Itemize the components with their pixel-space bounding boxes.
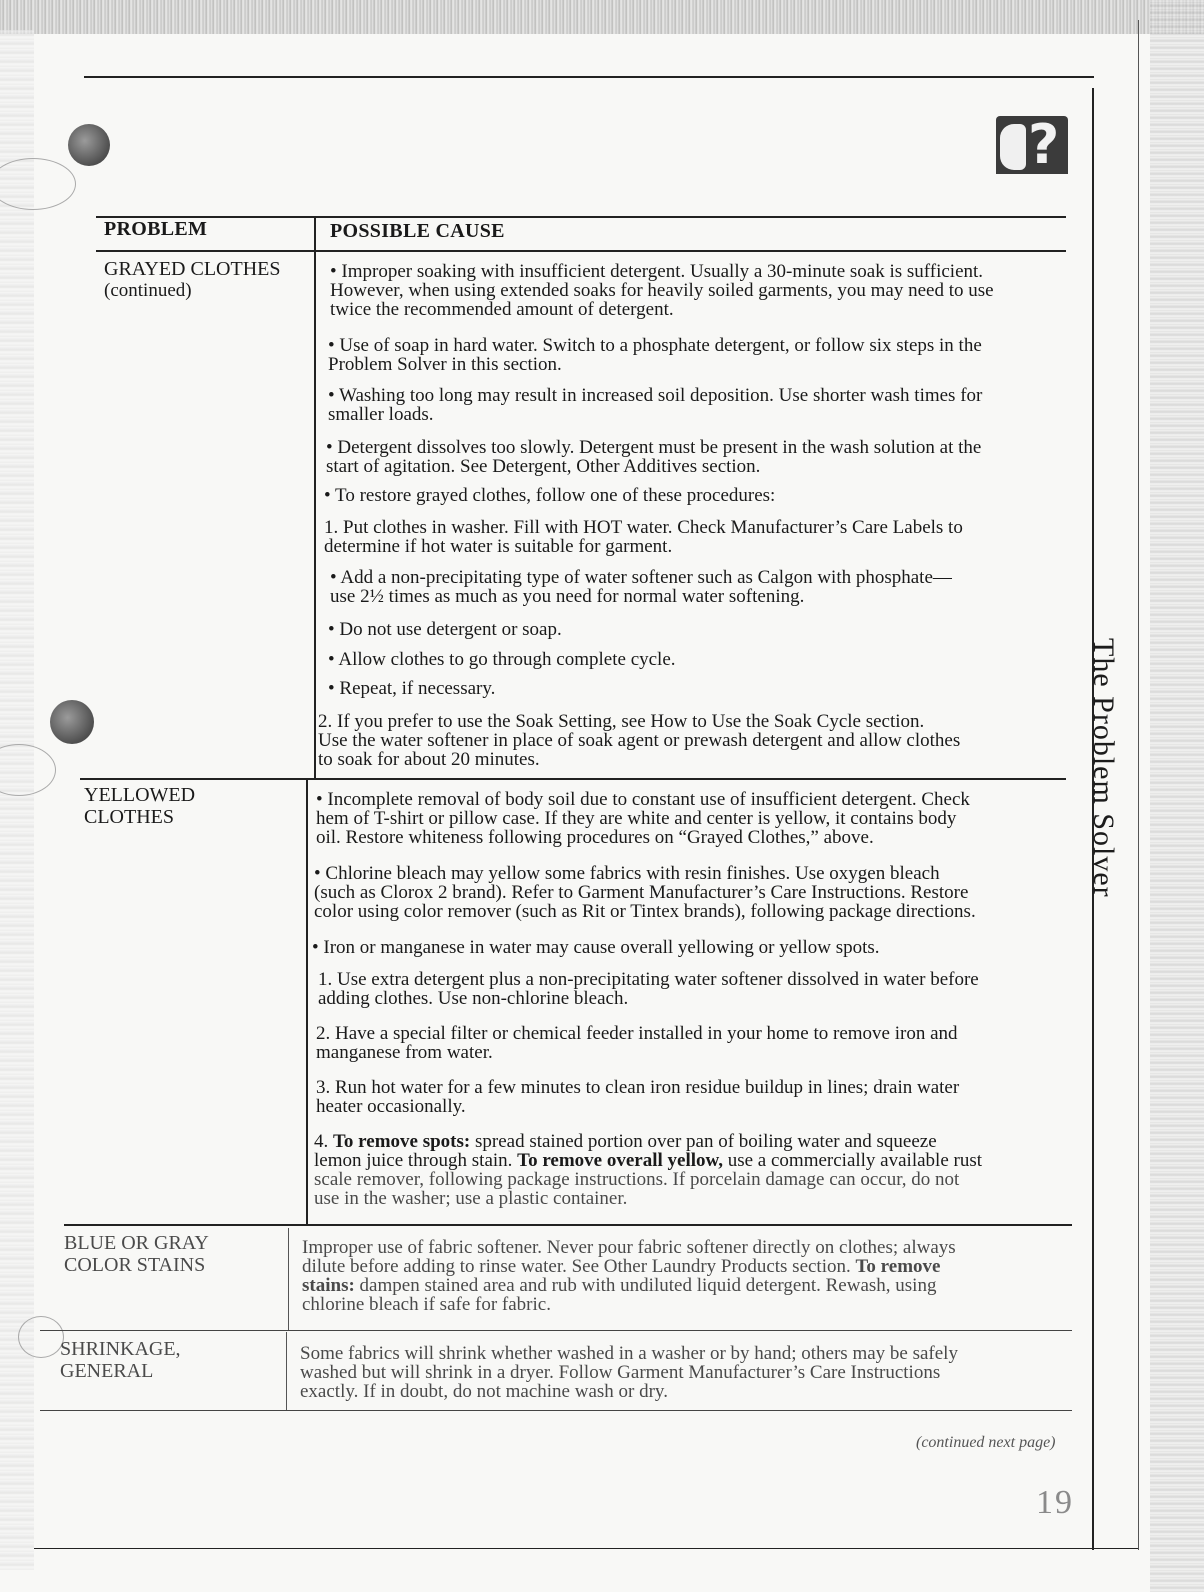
side-section-title: The Problem Solver <box>1087 638 1120 898</box>
text-line: 3. Run hot water for a few minutes to clean iron residue buildup in lines; drain water <box>316 1077 960 1098</box>
problem-grayed-title: GRAYED CLOTHES <box>104 258 281 280</box>
cause-yellowed-step4 <box>314 1132 1074 1208</box>
text-line: However, when using extended soaks for heavily soiled garments, you may need to use <box>330 280 994 301</box>
problem-grayed-continued: (continued) <box>104 280 192 301</box>
problem-shrinkage <box>60 1338 181 1382</box>
problem-shrink-title-line2: GENERAL <box>60 1360 154 1382</box>
row-divider-shrink <box>40 1410 1072 1411</box>
cause-grayed-restore <box>324 486 1064 505</box>
bold-label: To remove spots: <box>333 1131 471 1152</box>
text-run: lemon juice through stain. <box>314 1150 518 1171</box>
problem-yellowed-title-line2: CLOTHES <box>84 806 174 828</box>
text-line: • Repeat, if necessary. <box>328 678 496 699</box>
text-line: adding clothes. Use non-chlorine bleach. <box>318 988 629 1009</box>
problem-blue-title-line2: COLOR STAINS <box>64 1254 206 1276</box>
problem-solver-logo <box>996 116 1068 174</box>
column-divider-shrink <box>286 1332 287 1410</box>
right-rule-outer <box>1138 20 1139 1550</box>
cause-yellowed-body-soil <box>316 790 1056 847</box>
text-line: • Improper soaking with insufficient detergent. Usually a 30-minute soak is sufficient. <box>330 261 984 282</box>
text-line: • Do not use detergent or soap. <box>328 619 562 640</box>
text-line: 2. If you prefer to use the Soak Setting, see How to Use the Soak Cycle section. <box>318 711 925 732</box>
text-line: • Washing too long may result in increased soil deposition. Use shorter wash times for <box>328 385 983 406</box>
cause-grayed-no-detergent <box>328 620 1068 639</box>
text-line: twice the recommended amount of detergent. <box>330 299 674 320</box>
cause-grayed-soaking <box>330 262 1070 319</box>
text-line: • To restore grayed clothes, follow one of these procedures: <box>324 485 776 506</box>
top-rule <box>84 76 1094 78</box>
step-number: 4. <box>314 1131 333 1152</box>
text-line: 1. Use extra detergent plus a non-precipitating water softener dissolved in water before <box>318 969 979 990</box>
text-run: dilute before adding to rinse water. See Other Laundry Products section. <box>302 1256 856 1277</box>
text-line: Use the water softener in place of soak agent or prewash detergent and allow clothes <box>318 730 961 751</box>
cause-grayed-dissolves-slowly <box>326 438 1066 476</box>
problem-yellowed-title-line1: YELLOWED <box>84 784 196 806</box>
punch-hole-middle <box>50 700 94 744</box>
text-line: determine if hot water is suitable for garment. <box>324 536 673 557</box>
text-line <box>302 1276 1062 1295</box>
header-problem: PROBLEM <box>104 218 208 240</box>
continued-next-page: (continued next page) <box>916 1434 1056 1451</box>
text-line: oil. Restore whiteness following procedures on “Grayed Clothes,” above. <box>316 827 874 848</box>
text-line: (such as Clorox 2 brand). Refer to Garment Manufacturer’s Care Instructions. Restore <box>314 882 969 903</box>
text-line: • Chlorine bleach may yellow some fabrics with resin finishes. Use oxygen bleach <box>314 863 940 884</box>
text-line: • Add a non-precipitating type of water softener such as Calgon with phosphate— <box>330 567 952 588</box>
cause-grayed-repeat <box>328 679 1068 698</box>
row-divider-blue <box>40 1330 1072 1331</box>
text-line: chlorine bleach if safe for fabric. <box>302 1294 551 1315</box>
text-line: • Allow clothes to go through complete cycle. <box>328 649 676 670</box>
cause-yellowed-chlorine <box>314 864 1054 921</box>
cause-grayed-complete-cycle <box>328 650 1068 669</box>
text-line: Problem Solver in this section. <box>328 354 562 375</box>
row-divider-yellowed <box>64 1224 1072 1226</box>
problem-blue-title-line1: BLUE OR GRAY <box>64 1232 209 1254</box>
text-line <box>314 1151 1074 1170</box>
bold-label: To remove overall yellow, <box>517 1150 723 1171</box>
cause-shrinkage <box>300 1344 1060 1401</box>
scan-noise-top <box>0 0 1204 34</box>
text-line: 2. Have a special filter or chemical feeder installed in your home to remove iron and <box>316 1023 958 1044</box>
text-line: use 2½ times as much as you need for normal water softening. <box>330 586 805 607</box>
text-line: • Incomplete removal of body soil due to constant use of insufficient detergent. Check <box>316 789 970 810</box>
cause-grayed-hard-water <box>328 336 1068 374</box>
text-line <box>302 1257 1062 1276</box>
bold-label: stains: <box>302 1275 355 1296</box>
cause-grayed-step1 <box>324 518 1064 556</box>
header-possible-cause: POSSIBLE CAUSE <box>330 220 505 242</box>
cause-grayed-washing-long <box>328 386 1068 424</box>
text-line: color using color remover (such as Rit or Tintex brands), following package directions. <box>314 901 976 922</box>
ring-mark-bottom <box>18 1316 64 1358</box>
text-line: washed but will shrink in a dryer. Follow Garment Manufacturer’s Care Instructions <box>300 1362 941 1383</box>
text-line: heater occasionally. <box>316 1096 466 1117</box>
column-divider <box>314 216 316 780</box>
cause-yellowed-step1 <box>318 970 1058 1008</box>
scan-edge-right <box>1150 0 1204 1592</box>
cause-grayed-step2 <box>318 712 1058 769</box>
row-divider-grayed <box>80 778 1066 780</box>
text-run: spread stained portion over pan of boiling water and squeeze <box>470 1131 937 1152</box>
text-line: use in the washer; use a plastic container. <box>314 1188 628 1209</box>
bold-label: To remove <box>855 1256 941 1277</box>
text-line: exactly. If in doubt, do not machine wash or dry. <box>300 1381 668 1402</box>
punch-hole-top <box>68 124 110 166</box>
text-line <box>314 1132 1074 1151</box>
text-line: • Iron or manganese in water may cause overall yellowing or yellow spots. <box>312 937 880 958</box>
text-line: to soak for about 20 minutes. <box>318 749 540 770</box>
problem-grayed-clothes <box>104 258 281 302</box>
column-divider-blue <box>288 1228 289 1330</box>
text-line: Improper use of fabric softener. Never pour fabric softener directly on clothes; always <box>302 1237 956 1258</box>
column-divider-yellowed <box>306 780 308 1224</box>
text-line: Some fabrics will shrink whether washed in a washer or by hand; others may be safely <box>300 1343 958 1364</box>
text-line: hem of T-shirt or pillow case. If they are white and center is yellow, it contains body <box>316 808 957 829</box>
text-run: dampen stained area and rub with undiluted liquid detergent. Rewash, using <box>354 1275 937 1296</box>
cause-yellowed-step3 <box>316 1078 1056 1116</box>
page-number: 19 <box>1036 1484 1074 1521</box>
text-line: scale remover, following package instructions. If porcelain damage can occur, do not <box>314 1169 960 1190</box>
question-mark-icon: ? <box>1028 116 1060 174</box>
problem-yellowed-clothes <box>84 784 195 828</box>
problem-blue-gray-stains <box>64 1232 209 1276</box>
cause-yellowed-step2 <box>316 1024 1056 1062</box>
text-line: 1. Put clothes in washer. Fill with HOT water. Check Manufacturer’s Care Labels to <box>324 517 963 538</box>
ring-mark-top <box>0 158 76 210</box>
text-line: smaller loads. <box>328 404 434 425</box>
ring-mark-middle <box>0 744 56 796</box>
text-line: • Detergent dissolves too slowly. Detergent must be present in the wash solution at the <box>326 437 982 458</box>
header-bottom-rule <box>96 250 1066 252</box>
face-silhouette-icon <box>1000 124 1026 170</box>
text-run: use a commercially available rust <box>722 1150 983 1171</box>
text-line: start of agitation. See Detergent, Other Additives section. <box>326 456 761 477</box>
header-top-rule <box>96 216 1066 218</box>
cause-grayed-softener <box>330 568 1070 606</box>
cause-yellowed-iron <box>312 938 1052 957</box>
cause-blue-fabric-softener <box>302 1238 1062 1314</box>
bottom-rule <box>34 1548 1138 1549</box>
text-line: • Use of soap in hard water. Switch to a phosphate detergent, or follow six steps in the <box>328 335 982 356</box>
problem-shrink-title-line1: SHRINKAGE, <box>60 1338 181 1360</box>
text-line: manganese from water. <box>316 1042 493 1063</box>
